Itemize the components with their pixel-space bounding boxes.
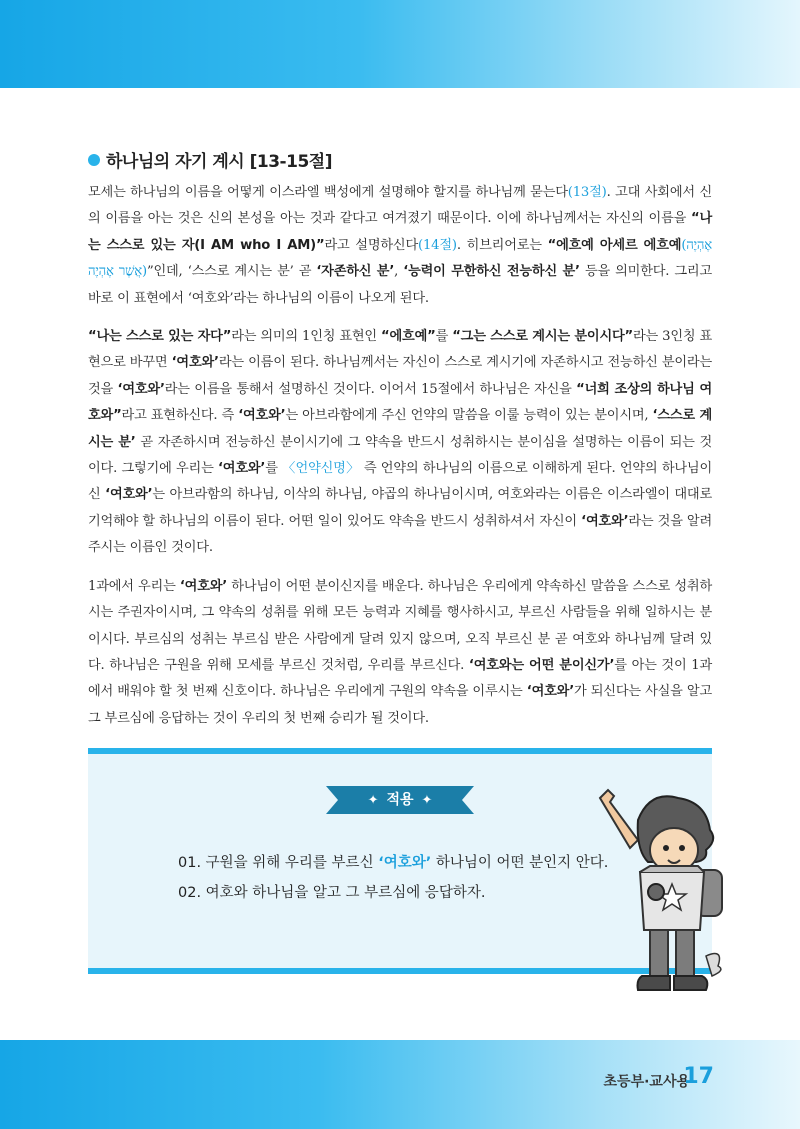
paragraph-3 <box>88 574 712 732</box>
apply-item-2 <box>178 878 608 908</box>
paragraph-text: . 히브리어로는 <box>456 237 548 253</box>
footer-label: 초등부·교사용 <box>603 1074 690 1090</box>
paragraph-text: . 고대 사회에서 신의 이름을 아는 것은 신의 본성을 아는 것과 같다고 여겨졌기 때문이다. 이에 하나님께서는 자신의 이름을 <box>88 185 712 227</box>
paragraph-text: 를 <box>435 329 453 345</box>
apply-item-text: 하나님이 어떤 분인지 안다. <box>431 855 609 871</box>
bold-term: ‘능력이 무한하신 전능하신 분’ <box>403 264 580 280</box>
highlight-text: (14절) <box>418 237 457 253</box>
highlight-text: 〈언약신명〉 <box>282 461 360 477</box>
mascot-character-illustration <box>578 780 728 1000</box>
paragraph-text: 는 아브라함에게 주신 언약의 말씀을 이룰 능력이 있는 분이시며, <box>285 408 653 424</box>
bold-term: “나는 스스로 있는 자다” <box>88 329 232 345</box>
paragraph-2 <box>88 324 712 562</box>
highlight-text: (13절) <box>567 185 607 200</box>
star-icon: ✦ <box>367 793 379 808</box>
bold-term: “그는 스스로 계시는 분이시다” <box>452 329 633 345</box>
paragraph-text: 라는 이름이 된다. 하나님께서는 자신이 스스로 계시기에 자존하시고 전능하신 분이라는 것을 <box>88 355 713 397</box>
paragraph-text: 를 <box>265 461 283 477</box>
ribbon-text <box>326 786 474 814</box>
bold-term: ‘여호와’ <box>171 355 219 371</box>
bold-term: “에흐예 아세르 에흐예 <box>547 237 682 253</box>
paragraph-text: 등을 의미한다. 그리고 바로 이 표현에서 ‘여호와’라는 하나님의 이름이 나오게 된다. <box>88 264 713 306</box>
paragraph-text: 곧 자존하시며 전능하신 분이시기에 그 약속을 반드시 성취하시는 분이심을 설명하는 이름이 되는 것이다. 그렇기에 우리는 <box>88 434 712 477</box>
paragraph-text: 라는 것을 알려주시는 이름인 것이다. <box>88 513 713 556</box>
top-color-band <box>0 0 800 88</box>
bold-term: “에흐예” <box>381 329 436 345</box>
paragraph-text: 라는 3인칭 표현으로 바꾸면 <box>88 329 713 371</box>
bold-term: ‘자존하신 분’ <box>316 264 395 280</box>
apply-item-text: 02. 여호와 하나님을 알고 그 부르심에 응답하자. <box>178 885 486 901</box>
bold-term: ‘여호와’ <box>179 578 228 594</box>
paragraph-text: 즉 언약의 하나님의 이름으로 이해하게 된다. 언약의 하나님이신 <box>88 461 713 503</box>
paragraph-text: 는 아브라함의 하나님, 이삭의 하나님, 야곱의 하나님이시며, 여호와라는 이름은 이스라엘이 대대로 기억해야 할 하나님의 이름이 된다. 어떤 일이 있어도 약속을 반드시 성취하셔서 자신이 <box>88 487 712 529</box>
apply-ribbon <box>326 786 474 814</box>
star-icon: ✦ <box>421 793 433 808</box>
bold-term: ‘여호와’ <box>238 408 286 424</box>
section-title: 하나님의 자기 계시 [13-15절] <box>106 152 332 172</box>
paragraph-text: 라고 표현하신다. 즉 <box>121 408 239 424</box>
bold-term: ‘여호와’ <box>218 461 266 477</box>
paragraph-text: ”인데, ‘스스로 계시는 분’ 곧 <box>146 264 317 280</box>
paragraph-text: 하나님이 어떤 분이신지를 배운다. 하나님은 우리에게 약속하신 말씀을 스스로 성취하시는 주권자이시며, 그 약속의 성취를 위해 모든 능력과 지혜를 행사하시고, 부르신 사람들을 위해 일하시는 분이시다. 부르심의 성취는 부르심 받은 사람에게 달려 있지 않으며, 오직 부르신 분 곧 여호와 하나님께 달려 있다. 하나님은 구원을 위해 모세를 부르신 것처럼, 우리를 부르신다. <box>88 578 712 673</box>
bold-term: ‘여호와’ <box>581 513 629 529</box>
apply-list <box>178 848 608 908</box>
apply-item-1 <box>178 848 608 878</box>
bold-term: ‘여호와’ <box>105 487 153 503</box>
paragraph-text: 1과에서 우리는 <box>88 578 180 594</box>
section-heading <box>88 147 332 172</box>
paragraph-text: , <box>394 264 404 280</box>
paragraph-text: 라는 이름을 통해서 설명하신 것이다. 이어서 15절에서 하나님은 자신을 <box>164 381 577 397</box>
paragraph-text: 를 아는 것이 1과에서 배워야 할 첫 번째 신호이다. 하나님은 우리에게 구원의 약속을 이루시는 <box>88 657 713 700</box>
bold-term: ‘여호와’ <box>117 381 165 397</box>
paragraph-text: 라고 설명하신다 <box>324 237 419 253</box>
paragraph-text: 가 되신다는 사실을 알고 그 부르심에 응답하는 것이 우리의 첫 번째 승리가 될 것이다. <box>88 684 712 726</box>
bold-term: “너희 조상의 하나님 여호와” <box>88 381 712 424</box>
paragraph-text: 라는 의미의 1인칭 표현인 <box>231 329 382 345</box>
highlight-text: (אֶהְיֶה אֲשֶׁר אֶהְיֶה) <box>88 237 713 280</box>
page-number: 17 <box>683 1064 714 1089</box>
apply-item-highlight: ‘여호와’ <box>378 855 432 871</box>
paragraph-1 <box>88 180 712 312</box>
bold-term: ‘여호와’ <box>526 684 575 700</box>
bold-term: “나는 스스로 있는 자(I AM who I AM)” <box>88 211 712 253</box>
paragraph-text: 모세는 하나님의 이름을 어떻게 이스라엘 백성에게 설명해야 할지를 하나님께 묻는다 <box>88 185 568 200</box>
bold-term: ‘여호와는 어떤 분이신가’ <box>468 657 615 673</box>
bullet-dot-icon <box>88 154 100 166</box>
bold-term: ‘스스로 계시는 분’ <box>88 408 712 450</box>
apply-item-text: 01. 구원을 위해 우리를 부르신 <box>178 855 379 871</box>
body-text <box>88 180 712 744</box>
apply-label: 적용 <box>386 792 414 808</box>
